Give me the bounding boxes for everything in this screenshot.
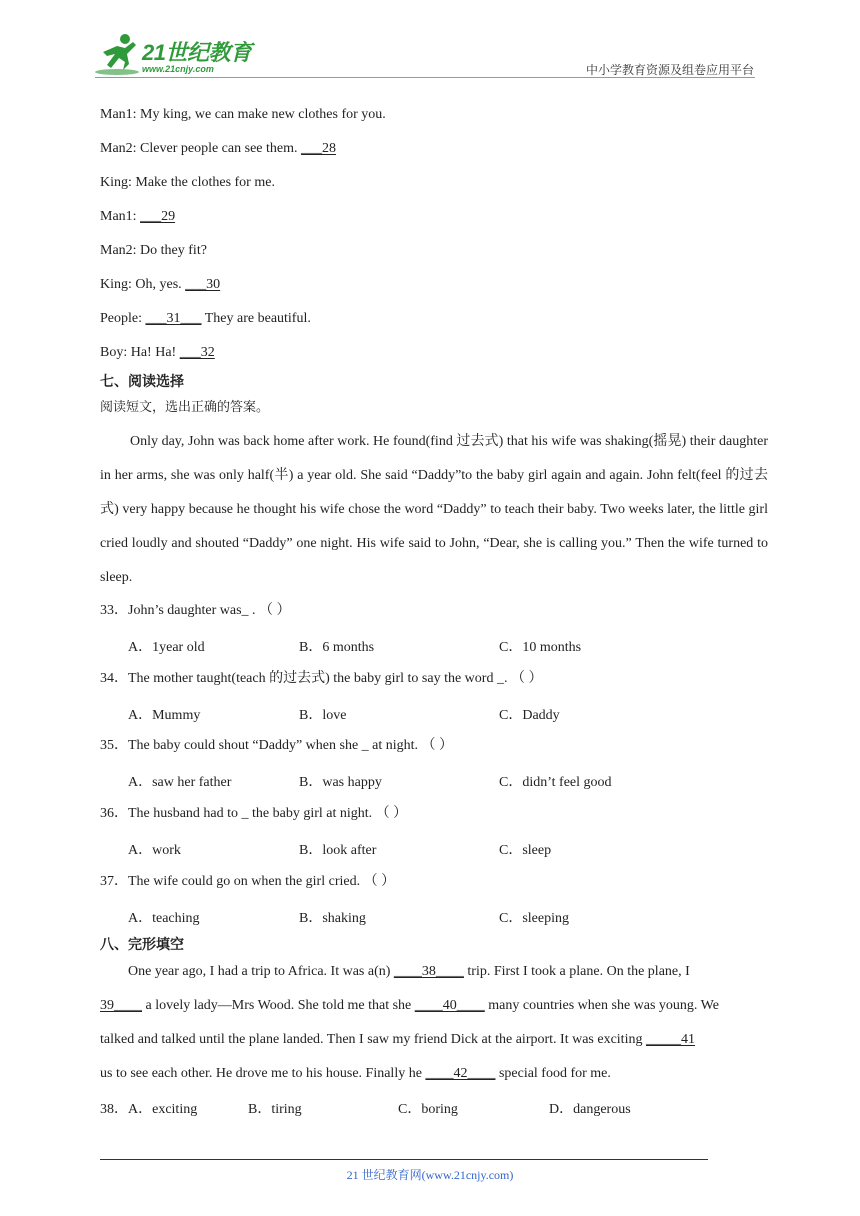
option-33-a[interactable]: A．1year old bbox=[128, 640, 205, 655]
blank-30: ___30 bbox=[185, 277, 221, 292]
question-33: 33．John’s daughter was_ . （ ） bbox=[100, 603, 291, 618]
dialogue-line: Man1: My king, we can make new clothes for you. bbox=[100, 107, 386, 122]
logo-url: www.21cnjy.com bbox=[142, 64, 214, 74]
runner-logo-icon bbox=[95, 32, 141, 76]
option-38-c[interactable]: C．boring bbox=[398, 1102, 458, 1117]
section-title-cloze: 八、完形填空 bbox=[100, 937, 184, 953]
option-38-a[interactable]: 38．A．exciting bbox=[100, 1102, 198, 1117]
header-divider bbox=[95, 77, 755, 78]
option-34-a[interactable]: A．Mummy bbox=[128, 708, 201, 723]
blank-28: ___28 bbox=[300, 141, 336, 156]
question-36: 36．The husband had to _ the baby girl at night. （ ） bbox=[100, 806, 408, 821]
section-title-reading: 七、阅读选择 bbox=[100, 374, 184, 390]
header-platform-text: 中小学教育资源及组卷应用平台 bbox=[585, 63, 754, 77]
option-35-a[interactable]: A．saw her father bbox=[128, 775, 232, 790]
option-36-b[interactable]: B．look after bbox=[299, 843, 377, 858]
blank-32: ___32 bbox=[179, 345, 215, 360]
dialogue-line: Man1: ___29 bbox=[100, 209, 176, 224]
option-33-c[interactable]: C．10 months bbox=[499, 640, 582, 655]
question-37: 37．The wife could go on when the girl cried. （ ） bbox=[100, 874, 396, 889]
option-34-c[interactable]: C．Daddy bbox=[499, 708, 560, 723]
dialogue-line: People: ___31___ They are beautiful. bbox=[100, 311, 311, 326]
blank-42: ____42____ bbox=[425, 1066, 496, 1081]
blank-41: _____41 bbox=[645, 1032, 695, 1047]
dialogue-line: King: Make the clothes for me. bbox=[100, 175, 275, 190]
blank-40: ____40____ bbox=[414, 998, 485, 1013]
question-34: 34．The mother taught(teach 的过去式) the baby girl to say the word _. （ ） bbox=[100, 671, 543, 686]
option-35-b[interactable]: B．was happy bbox=[299, 775, 382, 790]
dialogue-line: Man2: Clever people can see them. ___28 bbox=[100, 141, 336, 156]
cloze-line: 39____ a lovely lady—Mrs Wood. She told me that she ____40____ many countries when she was young. We bbox=[100, 998, 719, 1013]
dialogue-line: Man2: Do they fit? bbox=[100, 243, 207, 258]
logo-text: 21世纪教育 bbox=[142, 40, 252, 65]
option-37-b[interactable]: B．shaking bbox=[299, 911, 366, 926]
section-instruction: 阅读短文，选出正确的答案。 bbox=[100, 400, 270, 415]
option-37-a[interactable]: A．teaching bbox=[128, 911, 200, 926]
blank-31: ___31___ bbox=[145, 311, 202, 326]
dialogue-line: King: Oh, yes. ___30 bbox=[100, 277, 221, 292]
option-35-c[interactable]: C．didn’t feel good bbox=[499, 775, 612, 790]
blank-38: ____38____ bbox=[393, 964, 464, 979]
option-38-b[interactable]: B．tiring bbox=[248, 1102, 302, 1117]
blank-29: ___29 bbox=[140, 209, 176, 224]
option-36-c[interactable]: C．sleep bbox=[499, 843, 552, 858]
reading-passage: Only day, John was back home after work. He found(find 过去式) that his wife was shaking(摇晃) their daughter in her arms, she was only half(半) a year old. She said “Daddy”to the baby girl again and again. John felt(feel 的过去式) very happy because he thought his wife chose the word “Daddy” to teach their baby. Two weeks later, the little girl cried loudly and shouted “Daddy” one night. His wife said to John, “Dear, she is calling you.” Then the wife turned to sleep. bbox=[100, 434, 768, 585]
footer-divider bbox=[100, 1159, 708, 1160]
option-36-a[interactable]: A．work bbox=[128, 843, 181, 858]
option-33-b[interactable]: B．6 months bbox=[299, 640, 375, 655]
page-header bbox=[0, 0, 860, 80]
option-34-b[interactable]: B．love bbox=[299, 708, 347, 723]
option-37-c[interactable]: C．sleeping bbox=[499, 911, 569, 926]
option-38-d[interactable]: D．dangerous bbox=[549, 1102, 631, 1117]
site-logo bbox=[95, 32, 260, 78]
footer-text[interactable]: 21 世纪教育网(www.21cnjy.com) bbox=[346, 1168, 514, 1182]
blank-39: 39____ bbox=[100, 998, 142, 1013]
question-35: 35．The baby could shout “Daddy” when she _ at night. （ ） bbox=[100, 738, 454, 753]
cloze-line: us to see each other. He drove me to his house. Finally he ____42____ special food for me. bbox=[100, 1066, 611, 1081]
cloze-line: talked and talked until the plane landed. Then I saw my friend Dick at the airport. It was exciting _____41 bbox=[100, 1032, 695, 1047]
dialogue-line: Boy: Ha! Ha! ___32 bbox=[100, 345, 215, 360]
cloze-line: One year ago, I had a trip to Africa. It was a(n) ____38____ trip. First I took a plane. On the plane, I bbox=[128, 964, 690, 979]
